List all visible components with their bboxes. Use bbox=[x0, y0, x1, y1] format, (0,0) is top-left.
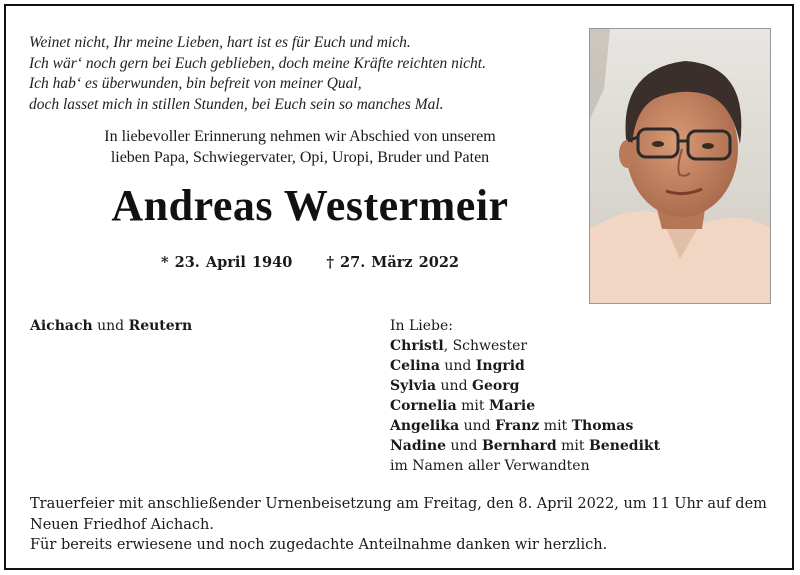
mourner-name: Benedikt bbox=[588, 438, 661, 454]
mourner-name: Franz bbox=[495, 418, 540, 434]
place-connector: und bbox=[97, 318, 125, 334]
place-of-residence bbox=[30, 318, 192, 334]
intro-text bbox=[40, 126, 560, 168]
mourner-name: Christl bbox=[390, 338, 444, 354]
mourner-name: Sylvia bbox=[390, 378, 437, 394]
town-aichach: Aichach bbox=[30, 318, 93, 334]
mourner-connector: mit bbox=[556, 438, 589, 454]
mourner-line bbox=[390, 396, 660, 416]
mourner-connector: und bbox=[446, 438, 482, 454]
mourner-line bbox=[390, 336, 660, 356]
birth-date: * 23. April 1940 bbox=[160, 254, 293, 271]
death-date: † 27. März 2022 bbox=[326, 254, 460, 271]
mourner-connector: und bbox=[459, 418, 496, 434]
mourners-list bbox=[390, 316, 660, 476]
mourner-line bbox=[390, 356, 660, 376]
mourner-connector: mit bbox=[539, 418, 572, 434]
town-reutern: Reutern bbox=[128, 318, 193, 334]
funeral-ceremony-info: Trauerfeier mit anschließender Urnenbeisetzung am Freitag, den 8. April 2022, um 11 Uhr auf dem Neuen Friedhof Aichach. bbox=[30, 496, 767, 533]
mourner-name: Celina bbox=[390, 358, 440, 374]
mourner-name: Marie bbox=[488, 398, 536, 414]
mourner-name: Ingrid bbox=[475, 358, 525, 374]
mourner-name: Bernhard bbox=[481, 438, 557, 454]
deceased-name: Andreas Westermeir bbox=[111, 181, 509, 230]
mourner-connector: und bbox=[439, 358, 476, 374]
mourner-line bbox=[390, 376, 660, 396]
intro-line: lieben Papa, Schwiegervater, Opi, Uropi, Bruder und Paten bbox=[110, 149, 490, 166]
mourner-name: Georg bbox=[472, 378, 520, 394]
mourner-name: Cornelia bbox=[390, 398, 457, 414]
mourner-relation: , Schwester bbox=[443, 338, 528, 354]
mourner-connector: mit bbox=[456, 398, 489, 414]
thanks-note: Für bereits erwiesene und noch zugedachte Anteilnahme danken wir herzlich. bbox=[30, 537, 608, 553]
mourner-name: Nadine bbox=[390, 438, 447, 454]
portrait-photo bbox=[589, 28, 771, 304]
poem-line: Ich hab‘ es überwunden, bin befreit von meiner Qual, bbox=[29, 75, 362, 92]
poem-line: doch lasset mich in stillen Stunden, bei Euch sein so manches Mal. bbox=[29, 95, 444, 113]
mourner-name: Angelika bbox=[390, 418, 460, 434]
portrait-image bbox=[590, 29, 771, 304]
mourner-name: Thomas bbox=[571, 418, 634, 434]
mourner-line bbox=[390, 416, 660, 436]
poem-line: Ich wär‘ noch gern bei Euch geblieben, doch meine Kräfte reichten nicht. bbox=[29, 54, 486, 72]
intro-line: In liebevoller Erinnerung nehmen wir Abschied von unserem bbox=[104, 128, 496, 145]
mourners-heading: In Liebe: bbox=[390, 318, 454, 334]
mourner-line bbox=[390, 436, 660, 456]
mourners-closing: im Namen aller Verwandten bbox=[390, 458, 590, 474]
life-dates bbox=[40, 254, 580, 271]
memorial-poem bbox=[29, 33, 486, 115]
mourner-connector: und bbox=[436, 378, 472, 394]
poem-line: Weinet nicht, Ihr meine Lieben, hart ist es für Euch und mich. bbox=[29, 34, 411, 51]
